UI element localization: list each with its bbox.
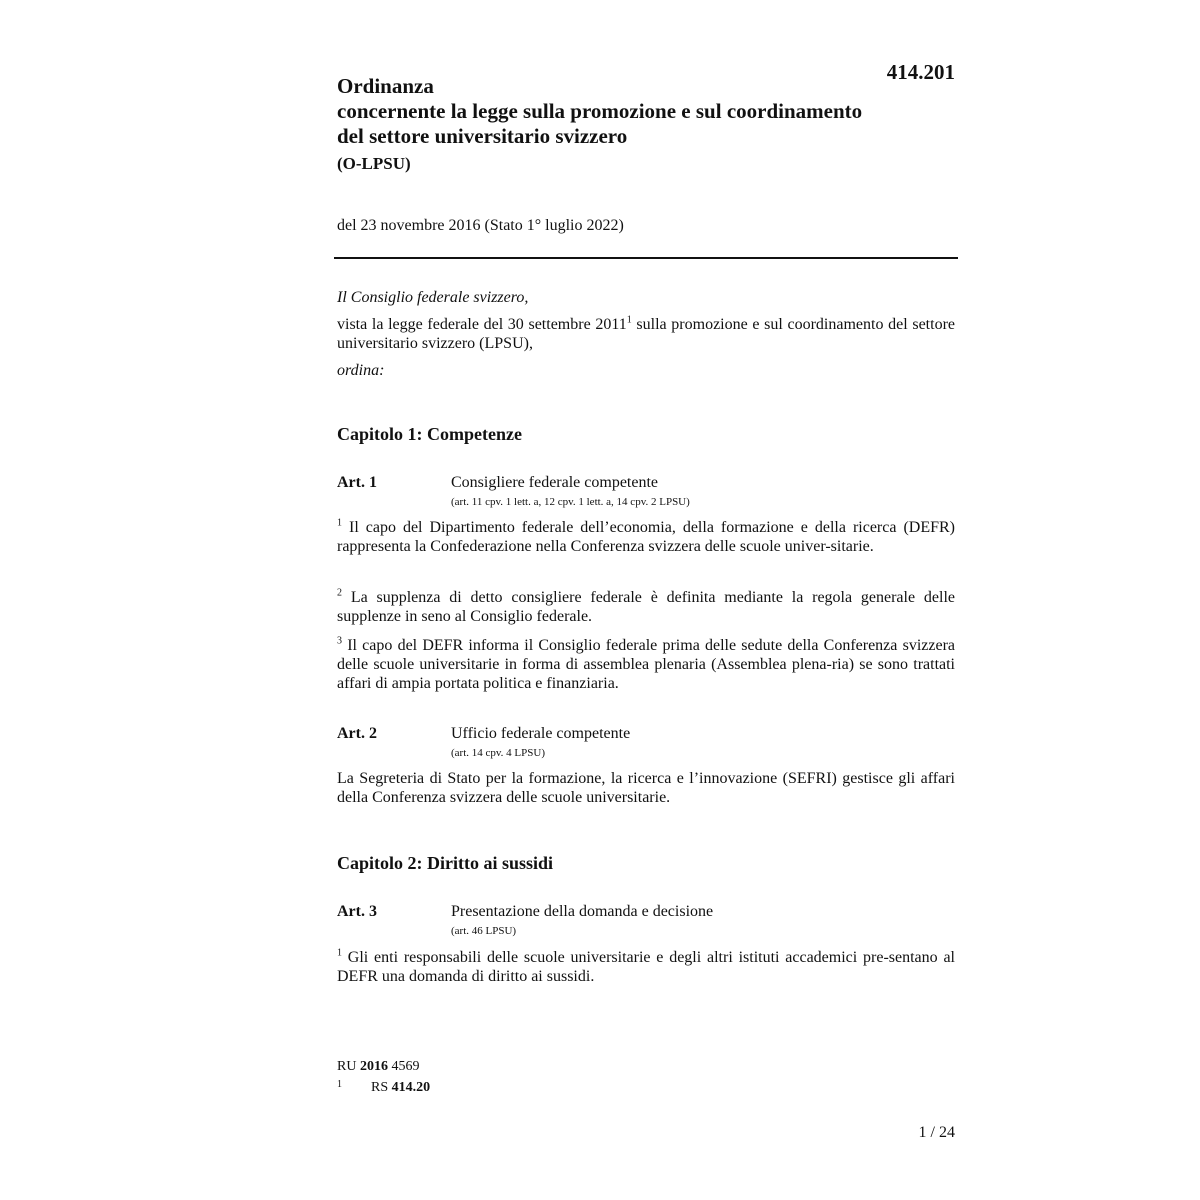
paragraph-text: Gli enti responsabili delle scuole universitarie e degli altri istituti accademici pre-sentano al DEFR una domanda di diritto ai sussidi. [337,949,955,985]
page-number: 1 / 24 [918,1124,955,1141]
paragraph-number: 3 [337,635,342,647]
title-line: concernente la legge sulla promozione e sul coordinamento [337,99,863,123]
ru-page: 4569 [387,1059,420,1074]
document-abbreviation: (O-LPSU) [337,154,411,173]
document-date: del 23 novembre 2016 (Stato 1° luglio 2022) [337,217,624,234]
article-paragraph [337,518,955,556]
header-divider [334,257,958,259]
article-paragraph [337,769,955,807]
paragraph-text: La Segreteria di Stato per la formazione, la ricerca e l’innovazione (SEFRI) gestisce gli affari della Conferenza svizzera delle scuole universitarie. [337,770,955,806]
article-reference: (art. 11 cpv. 1 lett. a, 12 cpv. 1 lett. a, 14 cpv. 2 LPSU) [451,496,690,508]
ru-year: 2016 [359,1059,388,1074]
paragraph-text: Il capo del DEFR informa il Consiglio federale prima delle sedute della Conferenza svizzera delle scuole universitarie in forma di assemblea plenaria (Assemblea plena-ria) se sono trattati affari di ampia portata politica e finanziaria. [337,637,955,692]
article-number: Art. 3 [337,903,377,920]
article-paragraph [337,636,955,693]
article-paragraph [337,588,955,626]
footnote-ref: 414.20 [391,1080,431,1095]
article-reference: (art. 14 cpv. 4 LPSU) [451,747,545,759]
footnote-prefix: RS [371,1080,392,1095]
paragraph-number: 1 [337,517,342,529]
intro-authority: Il Consiglio federale svizzero, [337,289,529,306]
footnote-marker[interactable]: 1 [626,314,632,326]
article-title: Ufficio federale competente [451,725,631,742]
paragraph-number: 2 [337,587,342,599]
intro-ordains: ordina: [337,362,385,379]
ru-prefix: RU [337,1059,360,1074]
article-reference: (art. 46 LPSU) [451,925,517,937]
footnote-number: 1 [337,1079,342,1090]
article-number: Art. 1 [337,474,377,491]
footnote-text [371,1080,430,1096]
official-collection-reference [337,1059,419,1075]
intro-basis-text: vista la legge federale del 30 settembre 2011 [337,316,627,333]
paragraph-text: Il capo del Dipartimento federale dell’economia, della formazione e della ricerca (DEFR) rappresenta la Confederazione nella Conferenza svizzera delle scuole univer-sitarie. [337,519,955,555]
chapter-title: Capitolo 1: Competenze [337,424,522,444]
intro-basis [337,315,955,353]
chapter-title: Capitolo 2: Diritto ai sussidi [337,853,554,873]
title-line: del settore universitario svizzero [337,124,628,148]
paragraph-text: La supplenza di detto consigliere federale è definita mediante la regola generale delle supplenze in seno al Consiglio federale. [337,589,955,625]
title-line: Ordinanza [337,74,434,98]
intro-basis-text: sulla promozione e sul coordinamento del settore universitario svizzero (LPSU), [337,316,956,352]
article-number: Art. 2 [337,725,377,742]
document-page [337,0,955,1200]
document-number: 414.201 [886,60,955,84]
article-title: Consigliere federale competente [451,474,659,491]
paragraph-number: 1 [337,947,342,959]
article-title: Presentazione della domanda e decisione [451,903,714,920]
article-paragraph [337,948,955,986]
document-title [337,74,955,149]
